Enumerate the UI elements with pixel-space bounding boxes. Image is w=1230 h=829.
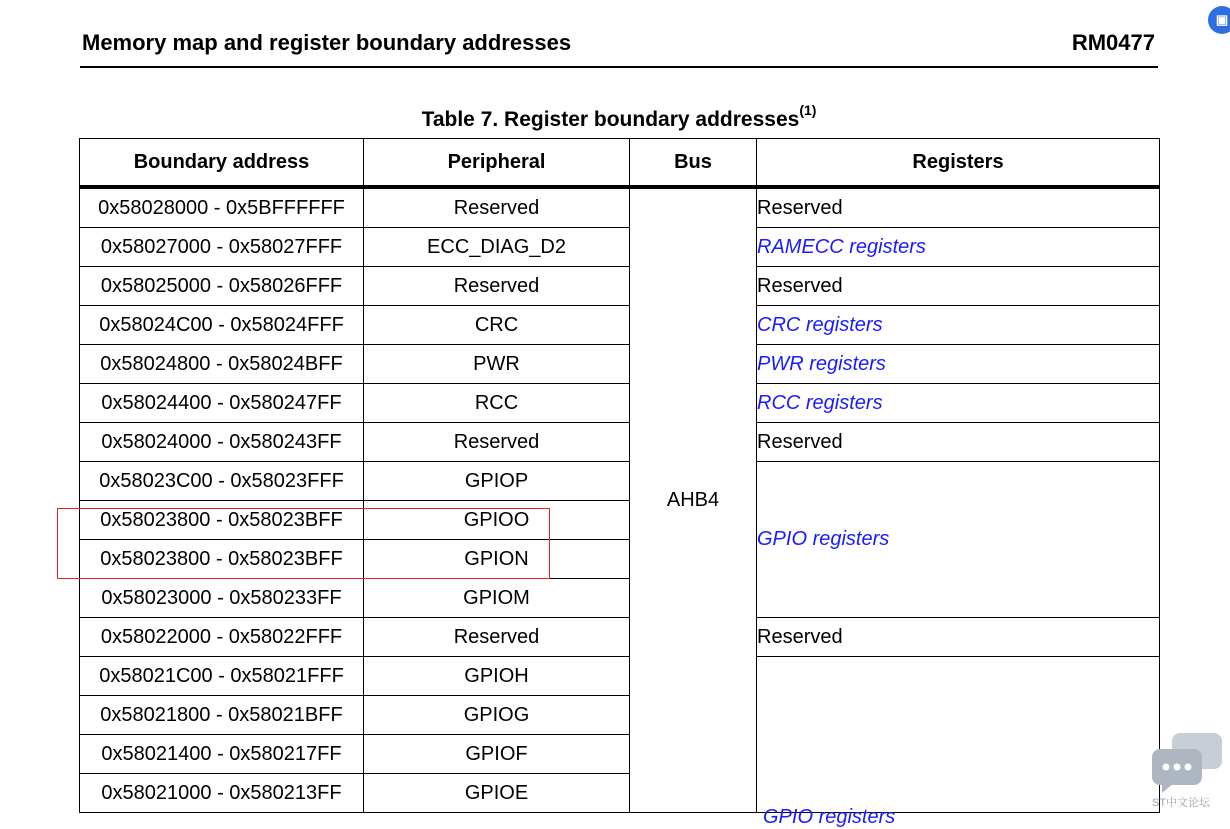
peripheral-cell: GPIOM — [364, 579, 630, 618]
peripheral-cell: GPIOE — [364, 774, 630, 813]
peripheral-cell: GPION — [364, 540, 630, 579]
registers-cell: Reserved — [757, 187, 1160, 228]
boundary-address-cell: 0x58021400 - 0x580217FF — [80, 735, 364, 774]
column-header-bus: Bus — [630, 139, 757, 188]
boundary-address-cell: 0x58021000 - 0x580213FF — [80, 774, 364, 813]
table-caption-text: Table 7. Register boundary addresses — [421, 108, 800, 131]
boundary-address-cell: 0x58025000 - 0x58026FFF — [80, 267, 364, 306]
peripheral-cell: Reserved — [364, 618, 630, 657]
registers-cell — [757, 228, 1160, 267]
peripheral-cell: GPIOF — [364, 735, 630, 774]
table-caption — [80, 102, 1158, 132]
highlight-annotation-box — [57, 508, 550, 579]
column-header-peripheral: Peripheral — [364, 139, 630, 188]
peripheral-cell: Reserved — [364, 267, 630, 306]
ramecc-registers-link[interactable]: RAMECC registers — [757, 235, 926, 258]
registers-cell — [757, 345, 1160, 384]
header-divider — [80, 66, 1158, 68]
boundary-address-cell: 0x58024400 - 0x580247FF — [80, 384, 364, 423]
registers-cell — [757, 462, 1160, 618]
table-header-row — [80, 139, 1160, 188]
peripheral-cell: GPIOP — [364, 462, 630, 501]
crc-registers-link[interactable]: CRC registers — [757, 313, 883, 336]
bus-cell: AHB4 — [630, 187, 757, 813]
boundary-address-cell: 0x58023000 - 0x580233FF — [80, 579, 364, 618]
forum-widget-label[interactable]: ST中文论坛 — [1152, 797, 1211, 809]
boundary-address-cell: 0x58027000 - 0x58027FFF — [80, 228, 364, 267]
register-boundary-table — [79, 138, 1160, 813]
boundary-address-cell: 0x58028000 - 0x5BFFFFFF — [80, 187, 364, 228]
peripheral-cell: GPIOG — [364, 696, 630, 735]
table-row — [80, 657, 1160, 696]
registers-cell — [757, 306, 1160, 345]
peripheral-cell: RCC — [364, 384, 630, 423]
registers-cell: Reserved — [757, 423, 1160, 462]
peripheral-cell: Reserved — [364, 187, 630, 228]
floating-badge-icon[interactable]: ▣ — [1208, 6, 1230, 34]
boundary-address-cell: 0x58021800 - 0x58021BFF — [80, 696, 364, 735]
column-header-boundary-address: Boundary address — [80, 139, 364, 188]
boundary-address-cell: 0x58023800 - 0x58023BFF — [80, 501, 364, 540]
peripheral-cell: Reserved — [364, 423, 630, 462]
rcc-registers-link[interactable]: RCC registers — [757, 391, 883, 414]
table-row — [80, 187, 1160, 228]
boundary-address-cell: 0x58024800 - 0x58024BFF — [80, 345, 364, 384]
column-header-registers: Registers — [757, 139, 1160, 188]
pwr-registers-link[interactable]: PWR registers — [757, 352, 886, 375]
peripheral-cell: GPIOH — [364, 657, 630, 696]
peripheral-cell: ECC_DIAG_D2 — [364, 228, 630, 267]
peripheral-cell: GPIOO — [364, 501, 630, 540]
table-caption-footnote[interactable]: (1) — [799, 102, 817, 118]
gpio-registers-link-lower[interactable]: GPIO registers — [763, 806, 896, 828]
peripheral-cell: CRC — [364, 306, 630, 345]
registers-cell-gpio-lower — [757, 657, 1160, 813]
peripheral-cell: PWR — [364, 345, 630, 384]
table-row — [80, 306, 1160, 345]
registers-cell: Reserved — [757, 618, 1160, 657]
document-id: RM0477 — [1071, 30, 1155, 55]
page-section-title: Memory map and register boundary addresses — [82, 30, 572, 55]
boundary-address-cell: 0x58022000 - 0x58022FFF — [80, 618, 364, 657]
table-row — [80, 618, 1160, 657]
registers-cell — [757, 384, 1160, 423]
table-row — [80, 267, 1160, 306]
boundary-address-cell: 0x58021C00 - 0x58021FFF — [80, 657, 364, 696]
boundary-address-cell: 0x58024C00 - 0x58024FFF — [80, 306, 364, 345]
table-row — [80, 462, 1160, 501]
registers-cell: Reserved — [757, 267, 1160, 306]
table-row — [80, 228, 1160, 267]
table-row — [80, 384, 1160, 423]
table-row — [80, 345, 1160, 384]
table-row — [80, 423, 1160, 462]
boundary-address-cell: 0x58023800 - 0x58023BFF — [80, 540, 364, 579]
gpio-registers-link[interactable]: GPIO registers — [757, 528, 890, 550]
boundary-address-cell: 0x58024000 - 0x580243FF — [80, 423, 364, 462]
boundary-address-cell: 0x58023C00 - 0x58023FFF — [80, 462, 364, 501]
